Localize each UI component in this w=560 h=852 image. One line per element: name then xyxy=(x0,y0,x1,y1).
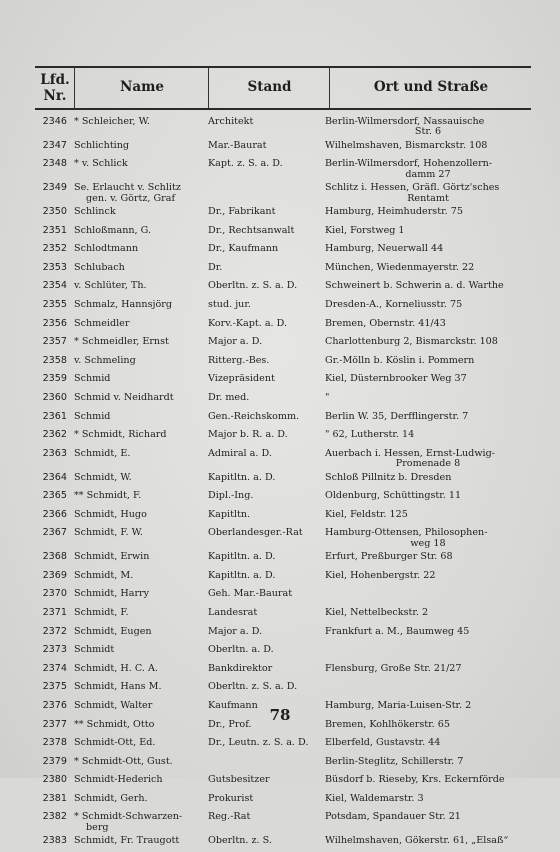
entry-address: Potsdam, Spandauer Str. 21 xyxy=(325,811,461,823)
entry-address-continued: weg 18 xyxy=(410,537,446,549)
table-row xyxy=(35,809,531,833)
table-row xyxy=(35,316,531,335)
entry-name: ** Schmidt, F. xyxy=(74,490,142,502)
entry-name: Schmalz, Hannsjörg xyxy=(74,299,173,310)
table-row xyxy=(35,260,531,279)
entry-number: 2372 xyxy=(42,625,67,637)
entry-name: Schmidt, F. W. xyxy=(74,527,143,539)
entry-address-cell xyxy=(321,549,531,568)
entry-name-cell xyxy=(74,605,208,624)
entry-name: * Schmidt-Schwarzen- xyxy=(74,811,183,823)
entry-name-cell xyxy=(74,661,208,680)
entry-address: Charlottenburg 2, Bismarckstr. 108 xyxy=(325,336,498,348)
entry-stand: Kaufmann xyxy=(208,699,258,711)
entry-stand: Dr., Fabrikant xyxy=(208,206,276,218)
table-row xyxy=(35,754,531,773)
table-row xyxy=(35,138,531,157)
entry-stand: Geh. Mar.-Baurat xyxy=(208,588,293,600)
entry-address: " 62, Lutherstr. 14 xyxy=(325,429,415,441)
table-row xyxy=(35,568,531,587)
entry-number: 2356 xyxy=(42,317,67,329)
entry-address-cell xyxy=(321,642,531,661)
entry-address-cell xyxy=(321,334,531,353)
entry-name: Schmidt, H. C. A. xyxy=(74,662,158,674)
entry-address-cell xyxy=(321,223,531,242)
entry-address: Berlin-Wilmersdorf, Hohenzollern- xyxy=(325,158,493,170)
entry-number: 2371 xyxy=(42,606,67,618)
entry-name-cell xyxy=(74,446,208,470)
table-row xyxy=(35,605,531,624)
entry-stand: Major a. D. xyxy=(208,625,263,637)
entry-name-cell xyxy=(74,624,208,643)
entry-stand: Dr., Kaufmann xyxy=(208,243,279,255)
entry-name: Se. Erlaucht v. Schlitz xyxy=(74,182,181,194)
entry-stand: Gen.-Reichskomm. xyxy=(208,410,300,422)
entry-address: Frankfurt a. M., Baumweg 45 xyxy=(325,625,470,637)
table-row xyxy=(35,735,531,754)
entry-name: Schlichting xyxy=(74,139,130,151)
entry-address-cell xyxy=(321,470,531,489)
entry-name: Schmidt, Gerh. xyxy=(74,792,148,804)
entry-address-cell xyxy=(321,568,531,587)
entry-address: Wilhelmshaven, Bismarckstr. 108 xyxy=(325,139,488,151)
table-row xyxy=(35,427,531,446)
entry-name-cell xyxy=(74,470,208,489)
entry-address: Kiel, Hohenbergstr. 22 xyxy=(325,569,436,581)
entry-stand: Korv.-Kapt. a. D. xyxy=(208,317,288,329)
entry-stand: Gutsbesitzer xyxy=(208,774,270,786)
entry-stand: Oberltn. z. S. xyxy=(208,835,272,847)
table-row xyxy=(35,624,531,643)
entry-number: 2363 xyxy=(42,447,67,459)
entry-number: 2348 xyxy=(42,158,67,170)
entry-address-cell xyxy=(321,371,531,390)
entry-stand: Major b. R. a. D. xyxy=(208,429,288,441)
entry-name-cell xyxy=(74,833,208,852)
entry-address-cell xyxy=(321,833,531,852)
table-row xyxy=(35,446,531,470)
header-separator-3 xyxy=(329,68,330,108)
entry-stand: Dr. xyxy=(208,261,223,273)
table-row xyxy=(35,180,531,204)
entry-stand xyxy=(208,754,321,773)
table-row xyxy=(35,791,531,810)
entry-stand: Dr., Rechtsanwalt xyxy=(208,224,295,236)
entry-number: 2364 xyxy=(42,471,67,483)
header-separator-2 xyxy=(208,68,209,108)
entry-number: 2354 xyxy=(42,280,67,292)
entry-name: * Schmeidler, Ernst xyxy=(74,336,169,348)
entry-name: Schloßmann, G. xyxy=(74,224,152,236)
entry-address-continued: damm 27 xyxy=(405,168,451,180)
entry-address-cell xyxy=(321,241,531,260)
entry-stand: Dr., Leutn. z. S. a. D. xyxy=(208,737,309,749)
entry-name: Schmidt, Hugo xyxy=(74,508,147,520)
entry-address-cell xyxy=(321,679,531,698)
entry-name-cell xyxy=(74,114,208,138)
entry-name-continued: berg xyxy=(86,821,109,833)
entry-address-cell xyxy=(321,735,531,754)
entry-address: Elberfeld, Gustavstr. 44 xyxy=(325,737,441,749)
entry-number: 2352 xyxy=(42,243,67,255)
entry-name: Schmid xyxy=(74,373,111,385)
entry-name: Schlodtmann xyxy=(74,243,139,255)
entry-address: Kiel, Düsternbrooker Weg 37 xyxy=(325,373,467,385)
entry-name-continued: gen. v. Görtz, Graf xyxy=(86,192,176,204)
entry-stand: Major a. D. xyxy=(208,336,263,348)
entry-number: 2382 xyxy=(42,811,67,823)
entry-name-cell xyxy=(74,260,208,279)
entry-name-cell xyxy=(74,180,208,204)
entry-address: Berlin-Wilmersdorf, Nassauische xyxy=(325,116,485,127)
entry-name-cell xyxy=(74,353,208,372)
entry-name-cell xyxy=(74,278,208,297)
entry-number: 2365 xyxy=(42,490,67,502)
entry-stand: Mar.-Baurat xyxy=(208,139,267,151)
header-top-rule xyxy=(35,66,531,68)
table-row xyxy=(35,772,531,791)
entry-number: 2349 xyxy=(42,182,67,194)
entry-address: Kiel, Nettelbeckstr. 2 xyxy=(325,606,429,618)
column-header-name: Name xyxy=(120,79,164,95)
entry-name: * Schleicher, W. xyxy=(74,116,150,127)
entry-name: v. Schmeling xyxy=(74,354,136,366)
entry-address-cell xyxy=(321,260,531,279)
table-row xyxy=(35,833,531,852)
table-row xyxy=(35,334,531,353)
entry-name-cell xyxy=(74,642,208,661)
entry-name: * Schmidt-Ott, Gust. xyxy=(74,755,173,767)
entry-address: Wilhelmshaven, Gökerstr. 61, „Elsaß“ xyxy=(325,835,509,847)
entry-address-cell xyxy=(321,409,531,428)
entry-name: Schmidt, Fr. Traugott xyxy=(74,835,180,847)
entry-name-cell xyxy=(74,223,208,242)
entry-name-cell xyxy=(74,735,208,754)
entry-number: 2381 xyxy=(42,792,67,804)
entry-number: 2350 xyxy=(42,206,67,218)
entry-stand: Ritterg.-Bes. xyxy=(208,354,270,366)
entry-address-cell xyxy=(321,661,531,680)
entry-name-cell xyxy=(74,297,208,316)
entry-name-cell xyxy=(74,549,208,568)
table-row xyxy=(35,679,531,698)
entry-address-cell xyxy=(321,427,531,446)
column-header-nr-line2: Nr. xyxy=(43,88,67,104)
entry-stand: Kapt. z. S. a. D. xyxy=(208,158,283,170)
entry-number: 2380 xyxy=(42,774,67,786)
entry-address-cell xyxy=(321,488,531,507)
table-row xyxy=(35,204,531,223)
entry-name-cell xyxy=(74,791,208,810)
entry-address-cell xyxy=(321,791,531,810)
entry-address-cell xyxy=(321,390,531,409)
entry-number: 2369 xyxy=(42,569,67,581)
entry-address: Erfurt, Preßburger Str. 68 xyxy=(325,551,453,563)
entry-name-cell xyxy=(74,316,208,335)
entry-name: Schmidt-Hederich xyxy=(74,774,163,786)
entry-name-cell xyxy=(74,679,208,698)
entry-address: Hamburg-Ottensen, Philosophen- xyxy=(325,527,488,539)
entry-number: 2370 xyxy=(42,588,67,600)
entry-address-cell xyxy=(321,507,531,526)
entry-stand: Oberltn. a. D. xyxy=(208,644,274,656)
entry-name-cell xyxy=(74,568,208,587)
entry-number: 2368 xyxy=(42,551,67,563)
entry-stand: Dr. med. xyxy=(208,391,250,403)
entry-stand: Landesrat xyxy=(208,606,258,618)
entry-name: * v. Schlick xyxy=(74,158,128,170)
entry-address: Schloß Pillnitz b. Dresden xyxy=(325,471,452,483)
entry-stand: Kapitltn. a. D. xyxy=(208,569,276,581)
page-number: 78 xyxy=(269,706,291,724)
column-header-ort: Ort und Straße xyxy=(373,79,489,95)
entry-number: 2375 xyxy=(42,681,67,693)
entry-stand: Dipl.-Ing. xyxy=(208,490,254,502)
entry-number: 2377 xyxy=(42,718,67,730)
entry-stand: stud. jur. xyxy=(208,299,251,310)
table-row xyxy=(35,488,531,507)
entry-address: München, Wiedenmayerstr. 22 xyxy=(325,261,475,273)
entry-name: Schmidt xyxy=(74,644,115,656)
column-header-stand: Stand xyxy=(247,79,292,95)
entry-number: 2362 xyxy=(42,429,67,441)
entry-name: Schmid v. Neidhardt xyxy=(74,391,174,403)
table-row xyxy=(35,278,531,297)
entry-number: 2379 xyxy=(42,755,67,767)
entry-name-cell xyxy=(74,334,208,353)
table-row xyxy=(35,353,531,372)
entry-stand: Dr., Prof. xyxy=(208,718,252,730)
entries-table xyxy=(35,114,531,852)
entry-name: Schmidt, F. xyxy=(74,606,129,618)
entry-stand: Kapitltn. a. D. xyxy=(208,471,276,483)
table-row xyxy=(35,409,531,428)
entry-address: Flensburg, Große Str. 21/27 xyxy=(325,662,462,674)
entry-address: Berlin-Steglitz, Schillerstr. 7 xyxy=(325,755,464,767)
entry-name-cell xyxy=(74,390,208,409)
entry-stand: Oberltn. z. S. a. D. xyxy=(208,681,298,693)
entry-name: Schmidt, W. xyxy=(74,471,132,483)
entry-number: 2357 xyxy=(42,336,67,348)
entry-address-cell xyxy=(321,316,531,335)
entry-name-cell xyxy=(74,409,208,428)
entry-stand: Oberltn. z. S. a. D. xyxy=(208,280,298,292)
entry-address-continued: Rentamt xyxy=(407,192,449,204)
entry-stand: Kapitltn. a. D. xyxy=(208,551,276,563)
entry-number: 2359 xyxy=(42,373,67,385)
table-row xyxy=(35,241,531,260)
table-row xyxy=(35,297,531,316)
entry-number: 2374 xyxy=(42,662,67,674)
entry-address-cell xyxy=(321,353,531,372)
entry-address-cell xyxy=(321,297,531,316)
entry-number: 2376 xyxy=(42,699,67,711)
entry-stand: Kapitltn. xyxy=(208,508,251,520)
entry-name: Schmeidler xyxy=(74,317,130,329)
entry-stand: Vizepräsident xyxy=(208,373,275,385)
entry-number: 2358 xyxy=(42,354,67,366)
entry-number: 2366 xyxy=(42,508,67,520)
entry-stand: Oberlandesger.-Rat xyxy=(208,527,303,539)
entry-address-cell xyxy=(321,809,531,833)
entry-name: * Schmidt, Richard xyxy=(74,429,167,441)
entry-number: 2378 xyxy=(42,737,67,749)
entry-number: 2367 xyxy=(42,527,67,539)
entry-address-continued: Str. 6 xyxy=(414,126,442,138)
entry-address-cell xyxy=(321,114,531,138)
entry-name: Schmidt, E. xyxy=(74,447,131,459)
entry-address: Berlin W. 35, Derfflingerstr. 7 xyxy=(325,410,469,422)
entry-name-cell xyxy=(74,371,208,390)
entry-stand: Bankdirektor xyxy=(208,662,273,674)
header-separator-1 xyxy=(74,68,75,108)
column-header-nr-line1: Lfd. xyxy=(40,72,70,88)
entry-address: Schweinert b. Schwerin a. d. Warthe xyxy=(325,280,504,292)
entry-address-cell xyxy=(321,156,531,180)
entry-address-cell xyxy=(321,278,531,297)
entry-address-cell xyxy=(321,204,531,223)
entry-stand: Admiral a. D. xyxy=(208,447,272,459)
table-row xyxy=(35,586,531,605)
entry-stand xyxy=(208,180,321,204)
entry-name-cell xyxy=(74,204,208,223)
entry-number: 2361 xyxy=(42,410,67,422)
entry-address: Bremen, Kohlhökerstr. 65 xyxy=(325,718,450,730)
entry-name-cell xyxy=(74,488,208,507)
table-row xyxy=(35,507,531,526)
entry-address: Schlitz i. Hessen, Gräfl. Görtz'sches xyxy=(325,182,500,194)
entry-address-cell xyxy=(321,624,531,643)
entry-number: 2373 xyxy=(42,644,67,656)
table-row xyxy=(35,642,531,661)
entry-name-cell xyxy=(74,138,208,157)
table-row xyxy=(35,223,531,242)
entry-name-cell xyxy=(74,772,208,791)
entry-address-cell xyxy=(321,180,531,204)
entry-address: Büsdorf b. Rieseby, Krs. Eckernförde xyxy=(325,774,505,786)
entry-number: 2351 xyxy=(42,224,67,236)
table-row xyxy=(35,661,531,680)
entry-address: Hamburg, Heimhuderstr. 75 xyxy=(325,206,463,218)
entry-address: Oldenburg, Schüttingstr. 11 xyxy=(325,490,462,502)
entry-name: Schmidt, M. xyxy=(74,569,134,581)
entry-name: Schmidt-Ott, Ed. xyxy=(74,737,156,749)
entry-name-cell xyxy=(74,507,208,526)
entry-address-cell xyxy=(321,446,531,470)
entry-address: Hamburg, Maria-Luisen-Str. 2 xyxy=(325,699,472,711)
entry-name: Schmidt, Eugen xyxy=(74,625,152,637)
entry-address-cell xyxy=(321,138,531,157)
entry-name: Schmid xyxy=(74,410,111,422)
table-row xyxy=(35,525,531,549)
entry-address-cell xyxy=(321,525,531,549)
entry-number: 2355 xyxy=(42,299,67,310)
table-row xyxy=(35,549,531,568)
entry-address: Hamburg, Neuerwall 44 xyxy=(325,243,444,255)
entry-name-cell xyxy=(74,754,208,773)
entry-address: Kiel, Waldemarstr. 3 xyxy=(325,792,424,804)
entry-name-cell xyxy=(74,809,208,833)
entry-name-cell xyxy=(74,427,208,446)
entry-address: Kiel, Feldstr. 125 xyxy=(325,508,408,520)
table-row xyxy=(35,390,531,409)
entry-stand: Architekt xyxy=(208,116,254,127)
entry-name-cell xyxy=(74,525,208,549)
table-row xyxy=(35,114,531,138)
entry-address: Dresden-A., Korneliusstr. 75 xyxy=(325,299,463,310)
entry-address-cell xyxy=(321,605,531,624)
entry-number: 2347 xyxy=(42,139,67,151)
entry-name: Schlinck xyxy=(74,206,116,218)
entry-name: Schlubach xyxy=(74,261,125,273)
entry-stand: Prokurist xyxy=(208,792,254,804)
entry-address: Gr.-Mölln b. Köslin i. Pommern xyxy=(325,354,475,366)
entry-address: Bremen, Obernstr. 41/43 xyxy=(325,317,446,329)
entry-address-cell xyxy=(321,754,531,773)
table-row xyxy=(35,470,531,489)
entry-number: 2360 xyxy=(42,391,67,403)
entry-name-cell xyxy=(74,241,208,260)
column-header-nr xyxy=(38,72,72,104)
entry-address: Auerbach i. Hessen, Ernst-Ludwig- xyxy=(325,447,495,459)
entry-number: 2383 xyxy=(42,835,67,847)
header-bottom-rule xyxy=(35,108,531,110)
table-row xyxy=(35,156,531,180)
entry-name-cell xyxy=(74,156,208,180)
entry-name: Schmidt, Walter xyxy=(74,699,153,711)
entry-name: Schmidt, Erwin xyxy=(74,551,150,563)
entry-address: Kiel, Forstweg 1 xyxy=(325,224,405,236)
entry-address-cell xyxy=(321,586,531,605)
entry-name: Schmidt, Hans M. xyxy=(74,681,162,693)
entry-name: ** Schmidt, Otto xyxy=(74,718,155,730)
entry-address-continued: Promenade 8 xyxy=(395,458,461,470)
entry-address: " xyxy=(325,391,330,403)
entry-name: v. Schlüter, Th. xyxy=(74,280,147,292)
entry-address-cell xyxy=(321,772,531,791)
table-row xyxy=(35,371,531,390)
entry-stand: Reg.-Rat xyxy=(208,811,251,823)
entry-name-cell xyxy=(74,586,208,605)
entry-number: 2353 xyxy=(42,261,67,273)
entry-name: Schmidt, Harry xyxy=(74,588,150,600)
entry-number: 2346 xyxy=(42,116,67,127)
entries-body xyxy=(35,114,531,852)
